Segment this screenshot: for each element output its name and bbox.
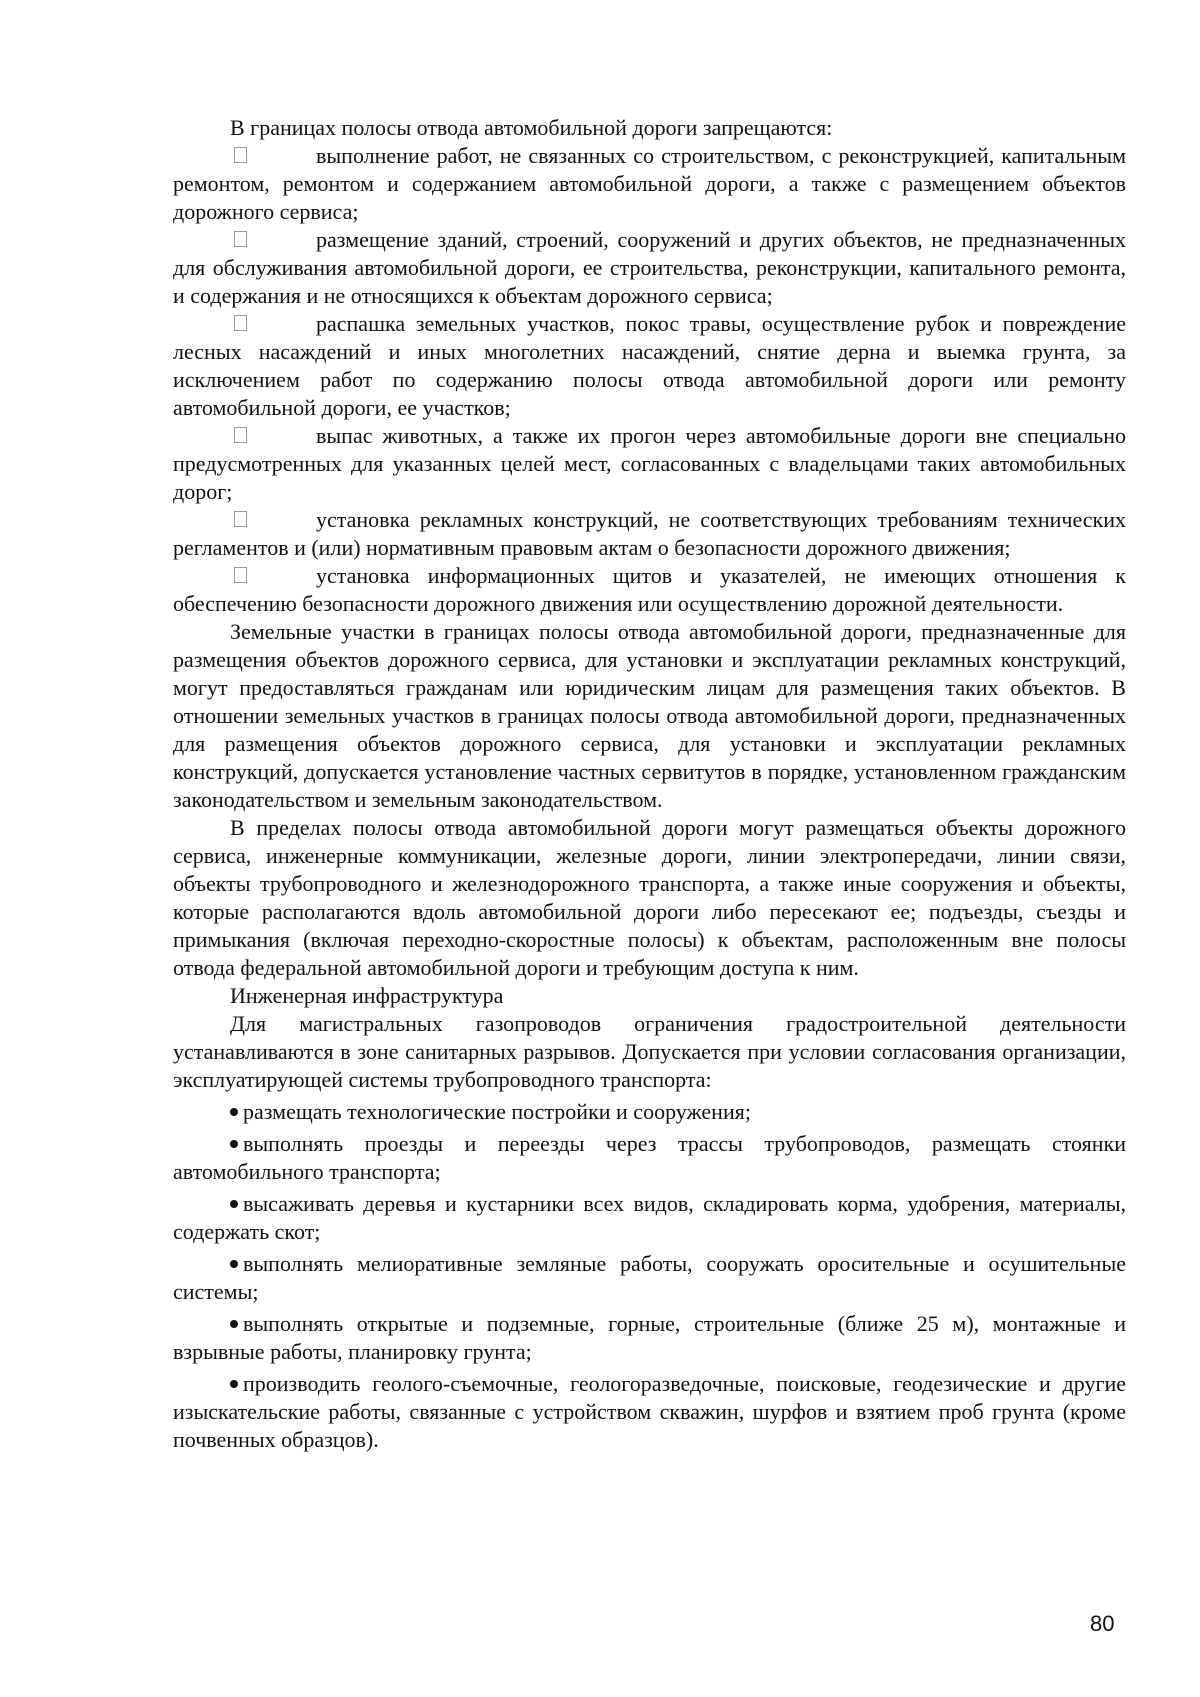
checkbox-square-icon [234,511,247,527]
checkbox-square-icon [234,427,247,443]
list-item-text: размещать технологические постройки и сооружения; [243,1099,751,1124]
gas-pipelines-paragraph: Для магистральных газопроводов ограничения градостроительной деятельности устанавливаются в зоне санитарных разрывов. Допускается при условии согласования организации, эксплуатирующей системы трубопроводного транспорта: [173,1011,1126,1092]
list-item-text: выполнение работ, не связанных со строительством, с реконструкцией, капитальным ремонтом, ремонтом и содержанием автомобильной дороги, а также с размещением объектов дорожного сервиса; [173,143,1126,224]
list-item [173,1190,1126,1246]
list-item [173,310,1126,422]
list-item-text: установка информационных щитов и указателей, не имеющих отношения к обеспечению безопасности дорожного движения или осуществлению дорожной деятельности. [173,563,1126,616]
list-item-text: выполнять проезды и переезды через трассы трубопроводов, размещать стоянки автомобильного транспорта; [173,1131,1126,1184]
bullet-icon [230,1200,238,1208]
list-item [173,226,1126,310]
bullet-icon [230,1380,238,1388]
within-strip-paragraph: В пределах полосы отвода автомобильной дороги могут размещаться объекты дорожного сервиса, инженерные коммуникации, железные дороги, линии электропередачи, линии связи, объекты трубопроводного и железнодорожного транспорта, а также иные сооружения и объекты, которые располагаются вдоль автомобильной дороги либо пересекают ее; подъезды, съезды и примыкания (включая переходно-скоростные полосы) к объектам, расположенным вне полосы отвода федеральной автомобильной дороги и требующим доступа к ним. [173,815,1126,980]
list-item-text: выпас животных, а также их прогон через автомобильные дороги вне специально предусмотренных для указанных целей мест, согласованных с владельцами таких автомобильных дорог; [173,423,1126,504]
bullet-icon [230,1140,238,1148]
bullet-icon [230,1108,238,1116]
list-item-text: выполнять открытые и подземные, горные, строительные (ближе 25 м), монтажные и взрывные работы, планировку грунта; [173,1311,1126,1364]
list-item [173,142,1126,226]
list-item [173,1098,1126,1126]
section-heading: Инженерная инфраструктура [230,983,504,1008]
bullet-icon [230,1320,238,1328]
list-item-text: производить геолого-съемочные, геологоразведочные, поисковые, геодезические и другие изыскательские работы, связанные с устройством скважин, шурфов и взятием проб грунта (кроме почвенных образцов). [173,1371,1126,1452]
document-page [173,114,1126,1458]
bullet-icon [230,1260,238,1268]
prohibited-list [173,142,1126,618]
page-number: 80 [1090,1611,1115,1636]
list-item-text: распашка земельных участков, покос травы, осуществление рубок и повреждение лесных насаждений и иных многолетних насаждений, снятие дерна и выемка грунта, за исключением работ по содержанию полосы отвода автомобильной дороги или ремонту автомобильной дороги, ее участков; [173,311,1126,420]
checkbox-square-icon [234,315,247,331]
list-item [173,1130,1126,1186]
checkbox-square-icon [234,231,247,247]
list-item [173,562,1126,618]
list-item-text: выполнять мелиоративные земляные работы, сооружать оросительные и осушительные системы; [173,1251,1126,1304]
list-item-text: установка рекламных конструкций, не соответствующих требованиям технических регламентов и (или) нормативным правовым актам о безопасности дорожного движения; [173,507,1126,560]
list-item [173,506,1126,562]
intro-paragraph: В границах полосы отвода автомобильной дороги запрещаются: [230,115,833,140]
list-item [173,1370,1126,1454]
list-item-text: размещение зданий, строений, сооружений и других объектов, не предназначенных для обслуживания автомобильной дороги, ее строительства, реконструкции, капитального ремонта, и содержания и не относящихся к объектам дорожного сервиса; [173,227,1126,308]
list-item [173,1310,1126,1366]
checkbox-square-icon [234,147,247,163]
checkbox-square-icon [234,567,247,583]
land-plots-paragraph: Земельные участки в границах полосы отвода автомобильной дороги, предназначенные для размещения объектов дорожного сервиса, для установки и эксплуатации рекламных конструкций, могут предоставляться гражданам или юридическим лицам для размещения таких объектов. В отношении земельных участков в границах полосы отвода автомобильной дороги, предназначенных для размещения объектов дорожного сервиса, для установки и эксплуатации рекламных конструкций, допускается установление частных сервитутов в порядке, установленном гражданским законодательством и земельным законодательством. [173,619,1126,812]
allowed-list [173,1098,1126,1454]
list-item-text: высаживать деревья и кустарники всех видов, складировать корма, удобрения, материалы, содержать скот; [173,1191,1126,1244]
list-item [173,422,1126,506]
list-item [173,1250,1126,1306]
